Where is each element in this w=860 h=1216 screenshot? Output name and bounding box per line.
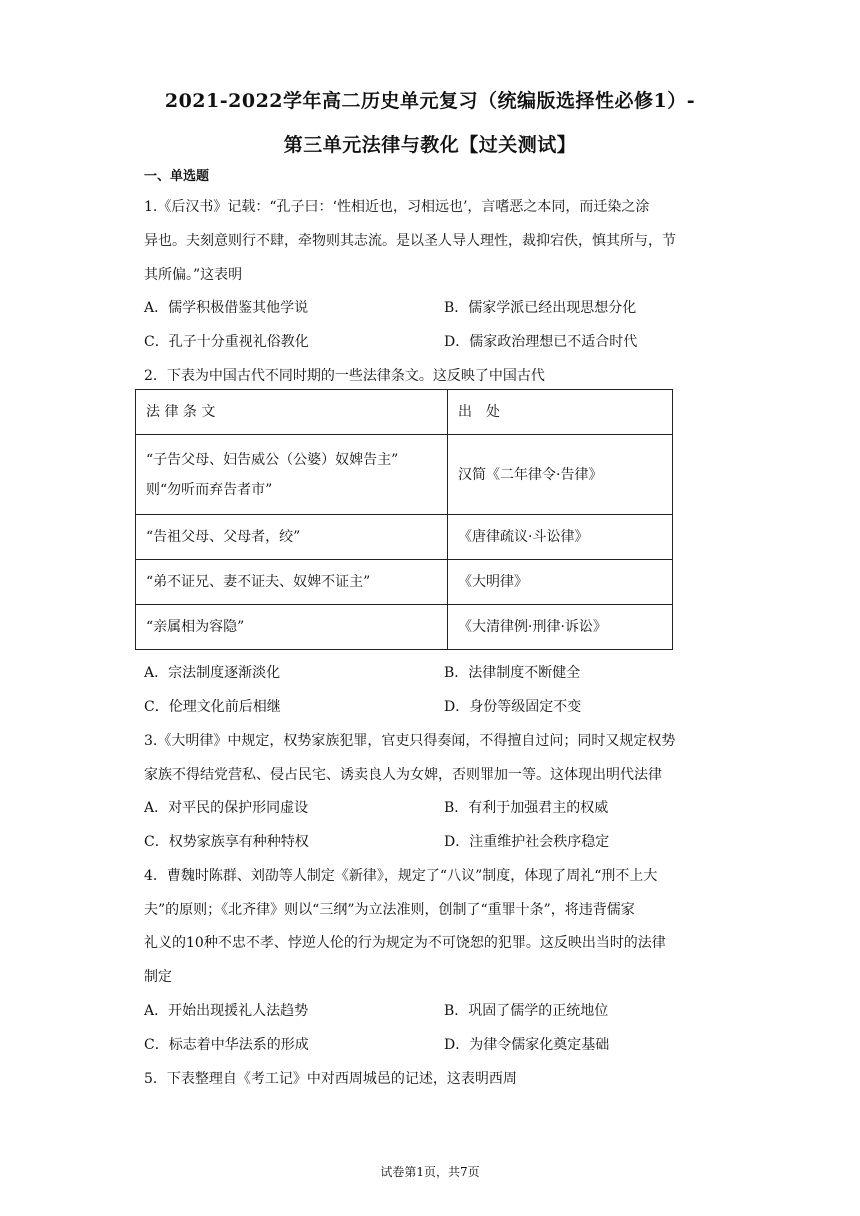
table-row xyxy=(136,605,673,650)
law-table xyxy=(135,389,673,650)
question-1-line-1: 1.《后汉书》记载：“孔子曰：‘性相近也，习相远也’，言嗜恶之本同，而迁染之涂 xyxy=(144,199,650,215)
table-cell-source: 《大明律》 xyxy=(448,560,673,605)
question-3-line-1: 3.《大明律》中规定，权势家族犯罪，官吏只得奏闻，不得擅自过问；同时又规定权势 xyxy=(144,733,676,749)
question-4-line-3: 礼义的10种不忠不孝、悖逆人伦的行为规定为不可饶恕的犯罪。这反映出当时的法律 xyxy=(144,935,666,951)
question-4-option-a[interactable]: A．开始出现援礼人法趋势 xyxy=(144,1003,309,1019)
question-3-option-c[interactable]: C．权势家族享有种种特权 xyxy=(144,834,309,850)
question-2-option-b[interactable]: B．法律制度不断健全 xyxy=(444,665,581,681)
table-header-law: 法 律 条 文 xyxy=(136,390,448,435)
question-4-option-c[interactable]: C．标志着中华法系的形成 xyxy=(144,1037,309,1053)
table-cell-source: 《大清律例·刑律·诉讼》 xyxy=(448,605,673,650)
table-header-row xyxy=(136,390,673,435)
table-cell-law-line-1: “子告父母、妇告威公（公婆）奴婢告主” xyxy=(146,451,399,468)
table-row xyxy=(136,560,673,605)
section-label: 一、单选题 xyxy=(144,169,210,184)
table-cell-law-line-2: 则“勿听而弃告者市” xyxy=(146,481,273,498)
question-4-line-2: 夫”的原则；《北齐律》则以“三纲”为立法准则，创制了“重罪十条”，将违背儒家 xyxy=(144,902,635,918)
question-1-option-d[interactable]: D．儒家政治理想已不适合时代 xyxy=(444,334,638,350)
question-2-option-a[interactable]: A．宗法制度逐渐淡化 xyxy=(144,665,281,681)
table-cell-source: 《唐律疏议·斗讼律》 xyxy=(448,515,673,560)
table-cell-source: 汉简《二年律令·告律》 xyxy=(448,435,673,515)
question-1-option-c[interactable]: C．孔子十分重视礼俗教化 xyxy=(144,334,309,350)
table-cell-law: “告祖父母、父母者，绞” xyxy=(136,515,448,560)
table-header-source: 出 处 xyxy=(448,390,673,435)
question-1-line-2: 异也。夫刻意则行不肆，牵物则其志流。是以圣人导人理性，裁抑宕佚，慎其所与，节 xyxy=(144,233,676,249)
table-cell-law: “弟不证兄、妻不证夫、奴婢不证主” xyxy=(136,560,448,605)
table-row xyxy=(136,515,673,560)
question-4-option-d[interactable]: D．为律令儒家化奠定基础 xyxy=(444,1037,610,1053)
question-4-option-b[interactable]: B．巩固了儒学的正统地位 xyxy=(444,1003,609,1019)
table-row xyxy=(136,435,673,515)
question-2-option-d[interactable]: D．身份等级固定不变 xyxy=(444,699,582,715)
page-footer: 试卷第1页，共7页 xyxy=(380,1165,480,1179)
question-1-option-a[interactable]: A．儒学积极借鉴其他学说 xyxy=(144,300,309,316)
question-3-option-a[interactable]: A．对平民的保护形同虚设 xyxy=(144,800,309,816)
question-5-stem: 5．下表整理自《考工记》中对西周城邑的记述，这表明西周 xyxy=(144,1071,517,1087)
question-1-line-3: 其所偏。”这表明 xyxy=(144,267,243,283)
question-2-option-c[interactable]: C．伦理文化前后相继 xyxy=(144,699,281,715)
question-1-option-b[interactable]: B．儒家学派已经出现思想分化 xyxy=(444,300,637,316)
question-3-line-2: 家族不得结党营私、侵占民宅、诱卖良人为女婢，否则罪加一等。这体现出明代法律 xyxy=(144,767,662,783)
page-title-line-1: 2021-2022学年高二历史单元复习（统编版选择性必修1）- xyxy=(164,90,696,112)
question-3-option-b[interactable]: B．有利于加强君主的权威 xyxy=(444,800,609,816)
table-cell-law: “亲属相为容隐” xyxy=(136,605,448,650)
question-3-option-d[interactable]: D．注重维护社会秩序稳定 xyxy=(444,834,610,850)
page-title-line-2: 第三单元法律与教化【过关测试】 xyxy=(283,134,577,156)
table-cell-law xyxy=(136,435,448,515)
question-4-line-4: 制定 xyxy=(144,969,172,985)
question-4-line-1: 4．曹魏时陈群、刘劭等人制定《新律》，规定了“八议”制度，体现了周礼“刑不上大 xyxy=(144,868,658,884)
question-2-stem: 2．下表为中国古代不同时期的一些法律条文。这反映了中国古代 xyxy=(144,368,545,384)
